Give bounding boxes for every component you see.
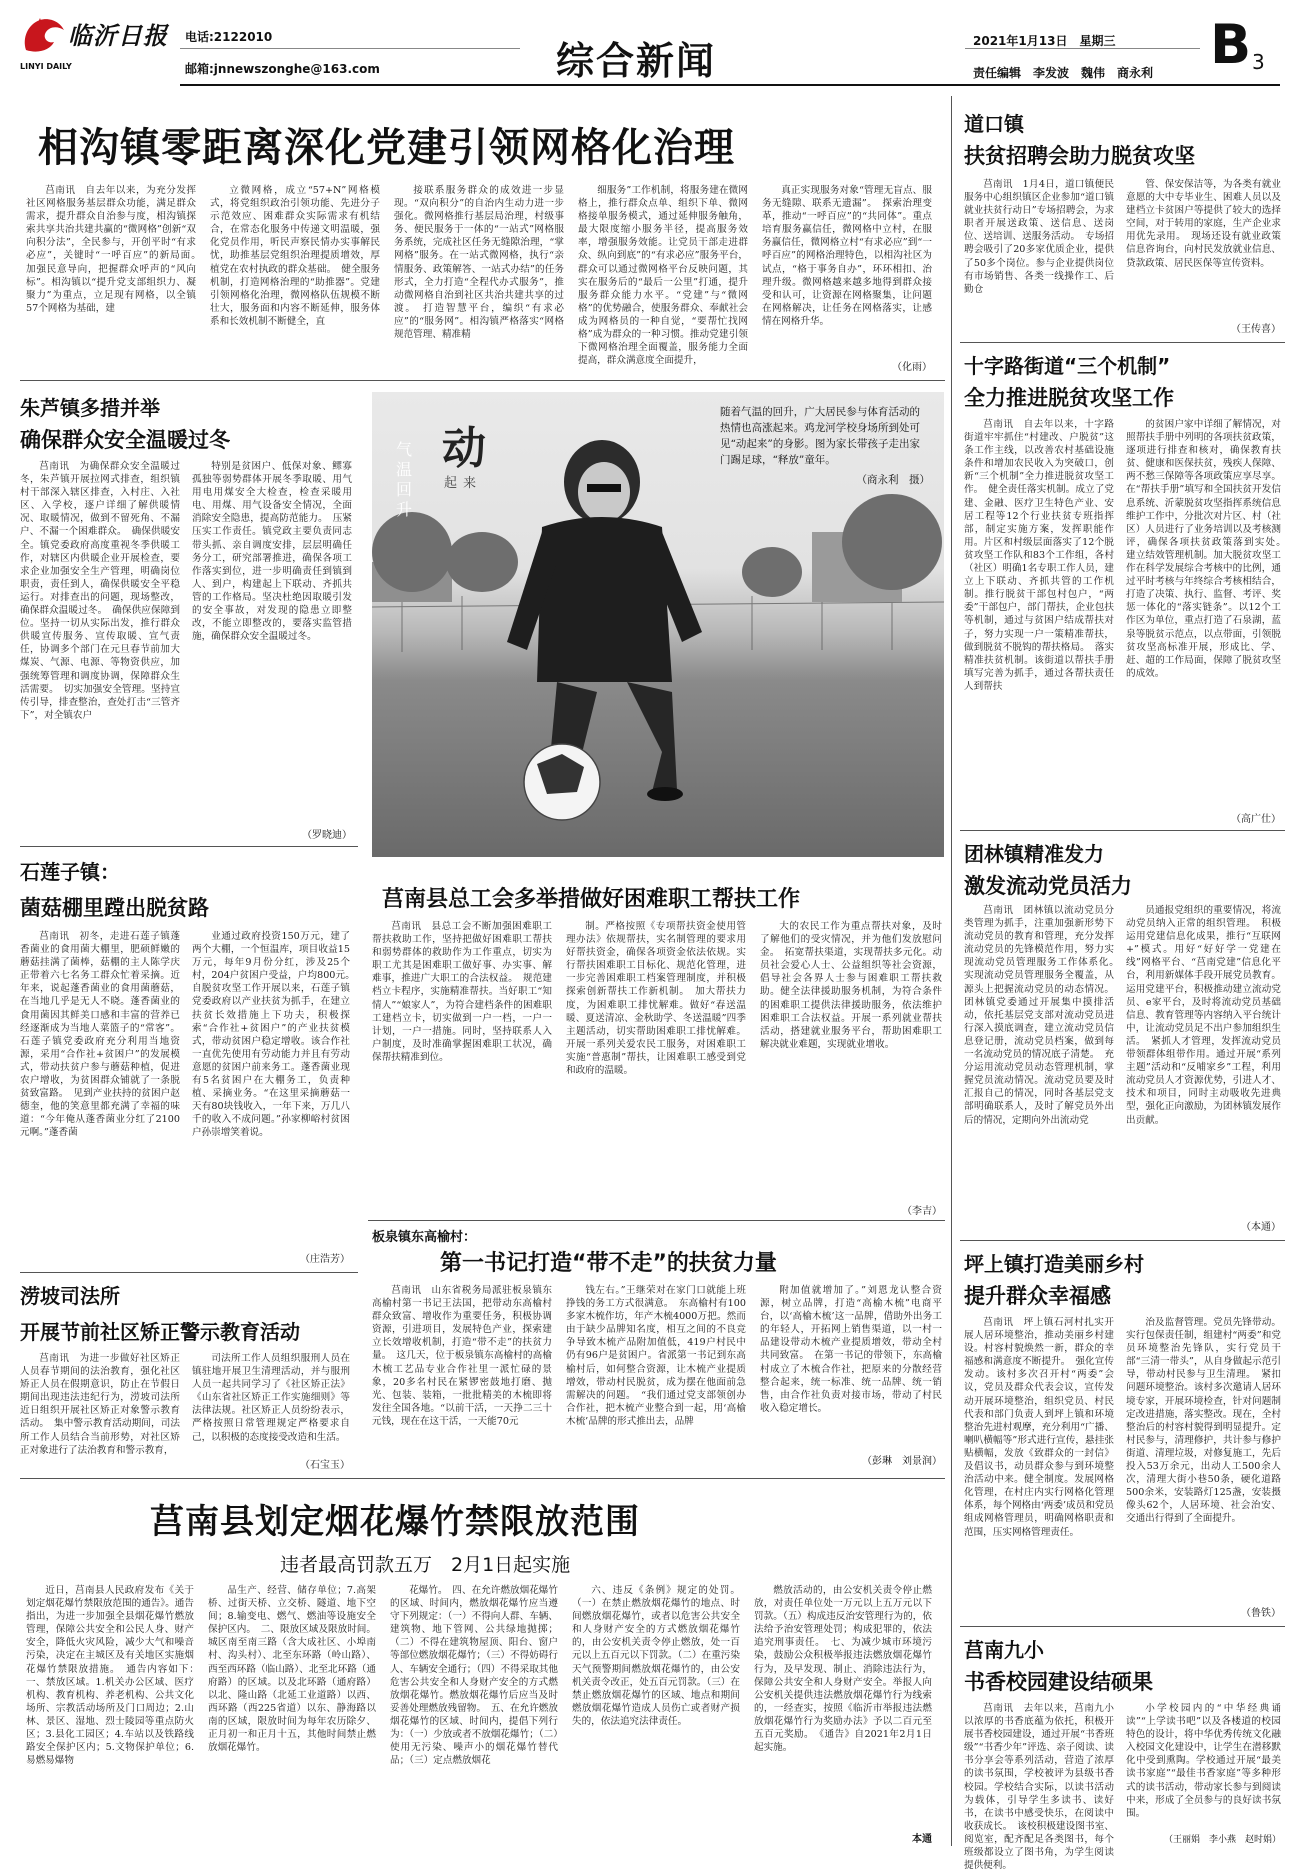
zhulu-col-1: 莒南讯 为确保群众安全温暖过冬，朱芦镇开展拉网式排查，组织镇村干部深入辖区排查，入村庄、入社区、入学校，逐户详细了解供暖情况、取暖情况，做到不留死角、不漏户、不漏一个困难群众。 确保供暖安全。镇党委政府高度重视冬季供暖工作，对辖区内供暖企业开展检查，要求企业加强安全生产管理，明确岗位职责，责任到人，确保供暖安全平稳运行。对排查出的问题，现场整改，确保群众温暖过冬。 确保供应保障到位。坚持一切从实际出发，推行群众供暖宣传服务、宣传取暖、宣气责任，协调多个部门在元旦春节前加大煤炭、气源、电源、等物资供应，加强统筹管理和调度协调，保障群众生活需要。 切实加强安全管理。坚持宣传引导，排查整治，查处打击“三管齐下”，对全镇农户 <box>20 461 180 721</box>
fireworks-col-5: 燃放活动的，由公安机关责令停止燃放，对责任单位处一万元以上五万元以下罚款。（五）构成违反治安管理行为的，依法给予治安管理处罚；构成犯罪的，依法追究刑事责任。 七、为减少城市环境污染，鼓励公众积极举报违法燃放烟花爆竹行为，及早发现、制止、消除违法行为，保障公共安全和人身财产安全。举报人向公安机关提供违法燃放烟花爆竹行为线索的，一经查实，按照《临沂市举报违法燃放烟花爆竹行为奖励办法》予以二百元至五百元奖励。 《通告》自2021年2月1日起实施。 <box>754 1585 932 1754</box>
photo-vertical-text: 气温回升 <box>396 440 413 519</box>
laopo-signature: （石宝玉） <box>300 1460 350 1471</box>
fireworks-headline: 莒南县划定烟花爆竹禁限放范围 <box>150 1502 640 1542</box>
newspaper-logo-icon <box>20 10 68 60</box>
shilianzi-subtitle: 菌菇棚里蹚出脱贫路 <box>20 896 209 920</box>
editors-line: 责任编辑 李发波 魏伟 商永利 <box>973 66 1154 80</box>
jiuxiao-col-2: 小学校园内的“中华经典诵读”“上学读书吧”以及各楼道的校园特色的设计，将中华优秀传统文化融入校园文化建设中，让学生在潜移默化中受到熏陶。学校通过开展“最美读书家庭”“最佳书香家庭”等多种形式的读书活动，带动家长参与到阅读中来，形成了全员参与的良好读书氛围。 <box>1126 1703 1281 1819</box>
shilianzi-col-1: 莒南讯 初冬，走进石莲子镇蓬香菌业的食用菌大棚里，肥硕鲜嫩的蘑菇挂满了菌棒，菇棚的主人陈学庆正带着六七名务工群众忙着采摘。近年来，说起蓬香菌业的食用菌蘑菇，在当地几乎是无人不晓。蓬香菌业的食用菌因其鲜美口感和丰富的营养已经逐渐成为当地人菜篮子的“常客”。石莲子镇党委政府充分利用当地资源，采用“合作社+贫困户”的发展模式，带动扶贫户参与蘑菇种植，促进农户增收，为贫困群众铺就了一条脱贫致富路。 见到产业扶持的贫困户赵德奎，他的笑意里都充满了幸福的味道：“今年俺从蓬香菌业分红了2100元啊。”蓬香菌 <box>20 931 180 1139</box>
fireworks-col-3: 花爆竹。 四、在允许燃放烟花爆竹的区域、时间内，燃放烟花爆竹应当遵守下列规定：（一）不得向人群、车辆、建筑物、地下管网、公共绿地抛掷；（二）不得在建筑物屋顶、阳台、窗户等部位燃放烟花爆竹；（三）不得妨碍行人、车辆安全通行；（四）不得采取其他危害公共安全和人身财产安全的方式燃放烟花爆竹。燃放烟花爆竹后应当及时妥善处理燃放残留物。 五、在允许燃放烟花爆竹的区域、时间内，提倡下列行为：（一）少放或者不放烟花爆竹；（二）使用无污染、噪声小的烟花爆竹替代品；（三）定点燃放烟花 <box>390 1585 558 1767</box>
zhulu-subtitle: 确保群众安全温暖过冬 <box>20 428 230 452</box>
pingshang-subtitle: 提升群众幸福感 <box>964 1284 1111 1308</box>
photo-caption: 随着气温的回升，广大居民参与体育活动的热情也高涨起来。鸡龙河学校身场所到处可见“动起来”的身影。图为家长带孩子走出家门踢足球，“释放”童年。 <box>720 406 920 466</box>
fireworks-col-2: 品生产、经营、储存单位；7.高架桥、过街天桥、立交桥、隧道、地下空间；8.输变电、燃气、燃油等设施安全保护区内。 二、限放区域及限放时间。城区南至南三路（含大成社区、小埠南村、沟头村）、北至东环路（岭山路）、西至西环路（临山路）、北至北环路（通府路）的区域。以及北环路（通府路）以北、隆山路（北延工业道路）以西、西环路（西225省道）以东、静海路以南的区域，限放时间为每年农历除夕、正月初一和正月十五，其他时间禁止燃放烟花爆竹。 <box>208 1585 376 1754</box>
daokou-col-1: 莒南讯 1月4日，道口镇便民服务中心组织镇区企业参加“道口镇就业扶贫行动日”专场招聘会，为求职者开展送政策、送信息、送岗位、送培训、送服务活动。 专场招聘会吸引了20多家优质企业，提供了50多个岗位。参与企业提供岗位有市场销售、各类一线操作工、后勤仓 <box>964 179 1114 295</box>
zhulu-signature: （罗晓迪） <box>302 830 352 841</box>
tuanlin-bottom-rule <box>960 1240 1285 1241</box>
shizilu-kicker: 十字路街道“三个机制” <box>964 354 1171 378</box>
zhulu-col-2: 特别是贫困户、低保对象、鳏寡孤独等弱势群体开展冬季取暖、用气用电用煤安全大检查，检查采暖用电、用煤、用气设备安全情况，全面消除安全隐患，提高防范能力。 压紧压实工作责任。镇党政主要负责同志带头抓、亲自调度安排，层层明确任务分工，研究部署推进，确保各项工作落实到位，进一步明确责任到镇到人、到户，构建起上下联动、齐抓共管的工作格局。坚决杜绝因取暖引发的安全事故，对发现的隐患立即整改，不能立即整改的，要落实监管措施，确保群众安全温暖过冬。 <box>192 461 352 643</box>
pingshang-col-2: 治及监督管理。党员先锋带动。实行包保责任制，组建村“两委”和党员环境整治先锋队，实行党员干部“三清一带头”，从自身做起示范引导，带动村民参与卫生清理。 紧扣问题环境整治。该村多次邀请人居环境专家，开展环境检查，针对问题制定改进措施，落实整改。现在，全村整治后的村容村貌得到明显提升。定村民参与，清理修护，共计参与修护街道、清理垃圾，对修复施工，先后投入53万余元，出动人工500余人次，清理大街小巷50条，硬化道路500余米，安装路灯125盏，安装摄像头62个，人居环境、社会治安、交通出行得到了全面提升。 <box>1126 1317 1281 1525</box>
fireworks-col-4: 六、违反《条例》规定的处罚。（一）在禁止燃放烟花爆竹的地点、时间燃放烟花爆竹，或者以危害公共安全和人身财产安全的方式燃放烟花爆竹的，由公安机关责令停止燃放，处一百元以上五百元以下罚款。（二）在重污染天气预警期间燃放烟花爆竹的，由公安机关责令改正，处五百元罚款。（三）在禁止燃放烟花爆竹的区域、地点和期间燃放烟花爆竹造成人员伤亡或者财产损失的，依法追究法律责任。 <box>572 1585 740 1727</box>
shilianzi-signature: （庄浩芳） <box>300 1254 350 1265</box>
page-letter: B <box>1210 13 1252 76</box>
banquan-signature: （彭琳 刘景润） <box>862 1456 942 1467</box>
masthead-rule-left <box>180 48 520 49</box>
pingshang-kicker: 坪上镇打造美丽乡村 <box>964 1252 1144 1276</box>
lead-col-1: 莒南讯 自去年以来，为充分发挥社区网格服务基层群众功能，满足群众需求，提升群众自治参与度，相沟镇探索共享共治共建共赢的“微网格”创新“双向积分法”，全民参与，开创平时“有求必应”，关键时“一呼百应”的新局面。 加强民意导向，把握群众呼声的“风向标”。相沟镇以“提升党支部组织力、凝聚力”为重点，立足现有网格，以全镇57个网格为基础，建 <box>26 185 206 314</box>
tuanlin-kicker: 团林镇精准发力 <box>964 842 1104 866</box>
shizilu-bottom-rule <box>960 830 1285 831</box>
banquan-kicker: 板泉镇东高榆村： <box>372 1230 477 1245</box>
email-text: 邮箱:jnnewszonghe@163.com <box>185 62 380 76</box>
masthead-rule-right <box>965 48 1200 49</box>
lead-col-3: 接联系服务群众的成效进一步显现。“双向积分”的自治内生动力进一步强化。微网格推行基层局治理，村级事务、便民服务于一体的“一站式”网格服务系统，完成社区任务无缝隙治理，“掌网格”服务。在一站式微网格，执行“亲情服务、政策解答、一站式办结”的任务形式，全力打造“全程代办式服务”，推动微网格自治到社区共治共建共享的过渡。 打造智慧平台，编织“有求必应”的“服务网”。相沟镇严格落实“网格规范管理、精准精 <box>394 185 564 341</box>
fireworks-top-rule <box>20 1478 945 1479</box>
shizilu-signature: （高广仕） <box>1231 814 1281 825</box>
union-bottom-rule <box>368 1220 945 1221</box>
union-col-3: 大的农民工作为重点帮扶对象，及时了解他们的受灾情况，并为他们发放慰问金。 拓宽帮扶渠道，实现帮扶多元化。动员社会爱心人士、公益组织等社会资源，倡导社会各界人士参与困难职工帮扶救助。健全法律援助服务机制，为符合条件的困难职工提供法律援助服务，依法维护困难职工合法权益。开展一系列就业帮扶活动，搭建就业服务平台，帮助困难职工解决就业难题，实现就业增收。 <box>760 921 942 1050</box>
fireworks-col-1: 近日，莒南县人民政府发布《关于划定烟花爆竹禁限放范围的通告》。通告指出，为进一步加强全县烟花爆竹燃放管理，保障公共安全和公民人身、财产安全，降低火灾风险，减少大气和噪音污染，决定在主城区及有关地区实施烟花爆竹禁限放措施。 通告内容如下： 一、禁放区域。1.机关办公区域、医疗机构、教育机构、养老机构、公共文化场所、宗教活动场所及门口周边；2.山林、景区、湿地、烈士陵园等重点防火区；3.县化工园区；4.车站以及铁路线路安全保护区内；5.文物保护单位；6.易燃易爆物 <box>26 1585 204 1767</box>
lead-bottom-rule <box>20 380 945 381</box>
photo-big-char: 动 <box>442 423 486 474</box>
column-divider <box>951 96 952 1846</box>
section-title: 综合新闻 <box>556 39 717 83</box>
fireworks-signature: 本通 <box>912 1834 932 1845</box>
photo-small-text: 起来 <box>444 476 483 491</box>
masthead <box>0 0 1300 84</box>
feature-photo <box>372 392 944 857</box>
banquan-col-1: 莒南讯 山东省税务局派驻板泉镇东高榆村第一书记王法国，把带动东高榆村群众致富、增收作为重要任务，积极协调资源，引进项目，发展特色产业，探索建立长效增收机制，打造“带不走”的扶贫力量。 这几天，位于板泉镇东高榆村的高榆木梳工艺品专业合作社里一派忙碌的景象，20多名村民在紧锣密鼓地打磨、抛光、包装、装箱，一批批精美的木梳即将发往全国各地。“以前干活，一天挣二三十元钱，现在在这干活，一天能70元 <box>372 1285 552 1427</box>
laopo-top-rule <box>20 1272 358 1273</box>
jiuxiao-signature: （王丽娟 李小燕 赵时娟） <box>1163 1835 1281 1845</box>
masthead-bottom-rule <box>180 84 1280 86</box>
jiuxiao-subtitle: 书香校园建设结硕果 <box>964 1670 1153 1694</box>
laopo-subtitle: 开展节前社区矫正警示教育活动 <box>20 1320 300 1344</box>
issue-date: 2021年1月13日 星期三 <box>973 34 1116 48</box>
daokou-subtitle: 扶贫招聘会助力脱贫攻坚 <box>964 144 1195 168</box>
tuanlin-signature: （本通） <box>1241 1222 1281 1233</box>
lead-col-5: 真正实现服务对象“管理无盲点、服务无缝隙、联系无遗漏”。 探索治理变革，推动“一呼百应”的“共同体”。重点培育服务赢信任，微网格中立村，在服务赢信任，微网格立村“有求必应”到“一呼百应”的网格治理特色，以相沟社区为试点，“格于事务自办”，环环相扣、治理升级。微网格越来越多地得到群众接受和认可，让资源在网格聚集，让问题在网格解决，让任务在网格落实，让感情在网格升华。 <box>762 185 932 327</box>
shilianzi-kicker: 石莲子镇： <box>20 860 120 884</box>
phone-text: 电话:2122010 <box>185 30 273 44</box>
page-number: 3 <box>1252 50 1265 74</box>
shilianzi-col-2: 业通过政府投资150万元，建了两个大棚，一个恒温库，项目收益15万元，每年9月份分红，涉及25个村，204户贫困户受益，户均800元。 自脱贫攻坚工作开展以来，石莲子镇党委政府以产业扶贫为抓手，在建立扶贫长效措施上下功夫，积极探索“合作社+贫困户”的产业扶贫模式，带动贫困户稳定增收。该合作社一直优先使用有劳动能力并且有劳动意愿的贫困户前来务工。蓬香菌业现有5名贫困户在大棚务工，负责种植、采摘业务。“在这里采摘蘑菇一天有80块钱收入，一年下来，万几八千的收入不成问题。”孙家柳峪村贫困户孙崇增笑着说。 <box>192 931 360 1139</box>
laopo-col-2: 司法所工作人员组织服刑人员在镇驻地开展卫生清理活动，并与服刑人员一起共同学习了《社区矫正法》《山东省社区矫正工作实施细则》等法律法规。社区矫正人员纷纷表示，严格按照日常管理规定严格要求自己，以积极的态度接受改造和生活。 <box>192 1353 350 1443</box>
banquan-col-2: 钱左右。”王继荣对在家门口就能上班挣钱的务工方式很满意。 东高榆村有100多家木梳作坊，年产木梳4000万把。然而由于缺少品牌知名度，相互之间的不良竞争导致木梳产品附加值低，419户村民中仍有96户是贫困户。省派第一书记到东高榆村后，如何整合资源，让木梳产业提质增效，带动村民脱贫，成为摆在他面前急需解决的问题。 “我们通过党支部领创办合作社，把木梳产业整合到一起，用‘高榆木梳’品牌的形式推出去，品牌 <box>566 1285 746 1427</box>
shizilu-col-2: 的贫困户家中详细了解情况，对照帮扶手册中列明的各项扶贫政策，逐项进行排查和核对，确保教育扶贫、健康和医保扶贫，残疾人保障、两不愁三保障等各项政策应享尽享。在“帮扶手册”填写和全国扶贫开发信息系统、沂蒙脱贫攻坚指挥系统信息维护工作中，分批次对片区、村（社区）人员进行了业务培训以及考核测评，确保各项扶贫政策落到实处。 建立结效管理机制。加大脱贫攻坚工作在科学发展综合考核中的比例，通过平时考核与年终综合考核相结合，打造了决策、执行、监督、考评、奖惩一体化的“落实链条”。以12个工作区为单位，重点打造了石泉湖，蓝泉等脱贫示范点，以点带面，引领脱贫攻坚高标准开展，形成比、学、赶、超的工作局面，保障了脱贫攻坚的成效。 <box>1126 419 1291 679</box>
daokou-bottom-rule <box>960 342 1285 343</box>
shizilu-col-1: 莒南讯 自去年以来，十字路街道牢牢抓住“村建改、户脱贫”这条工作主线，以改善农村基础设施条件和增加农民收入为突破口，创新“三个机制”全力推进脱贫攻坚工作。 健全责任落实机制。成立了党建、金融、医疗卫生特色产业、安居工程等12个行业扶贫专班指挥部，制定实施方案，发挥职能作用。片区和村级层面落实了12个脱贫攻坚工作队和83个工作组，各村（社区）明确1名专职工作人员，建立上下联动、齐抓共管的工作机制。推行脱贫干部包村包户，“两委”干部包户，部门帮扶，企业包扶等机制，通过与贫困户结成帮扶对子，努力实现一户一策精准帮扶，做到脱贫不脱钩的帮扶格局。 落实精准扶贫机制。该街道以帮扶手册填写完善为抓手，通过各帮扶责任人到帮扶 <box>964 419 1115 692</box>
logo-subtext: LINYI DAILY <box>20 62 72 71</box>
logo-text: 临沂日报 <box>68 21 168 50</box>
union-col-1: 莒南讯 县总工会不断加强困难职工帮扶救助工作，坚持把做好困难职工帮扶和弱势群体的救助作为工作重点，切实为职工尤其是困难职工做好事、办实事、解难事，推进广大职工的合法权益。 规范建档立卡程序，实施精准帮扶。当好职工“知情人”“娘家人”，为符合建档条件的困难职工建档立卡，切实做到一户一档，一户一计划，一户一措施。同时，坚持联系人入户制度，及时准确掌握困难职工状况，确保帮扶精准到位。 <box>372 921 552 1063</box>
tuanlin-col-2: 员通报党组织的重要情况，将流动党员纳入正常的组织管理。 积极运用党建信息化成果，推行“互联网+”模式。用好“好好学一党建在线”网格平台、“莒南党建”信息化平台，利用新媒体手段开展党员教育。运用党建平台，积极推动建立流动党员、e家平台，及时将流动党员基础信息、教育管理等内容纳入平台统计中，让流动党员足不出户参加组织生活。 紧抓人才管理，发挥流动党员带领群体组带作用。通过开展“系列主题”活动和“反哺家乡”工程，利用流动党员人才资源优势，引进人才、技术和项目，同时主动吸收先进典型，强化正向激励，为团林镇发展作出贡献。 <box>1126 905 1281 1126</box>
pingshang-bottom-rule <box>960 1626 1285 1627</box>
shizilu-subtitle: 全力推进脱贫攻坚工作 <box>964 386 1174 410</box>
union-col-2: 制。严格按照《专项帮扶资金使用管理办法》依规帮扶，实名制管理的要求用好帮扶资金，确保各项资金依法依规。实行帮扶困难职工目标化、规范化管理，进一步完善困难职工档案管理制度，并积极探索创新帮扶工作新机制。 加大帮扶力度，为困难职工排忧解难。做好“春送温暖、夏送清凉、金秋助学、冬送温暖”四季主题活动，切实帮助困难职工排忧解难。开展一系列关爱农民工服务，对困难职工实施“普惠制”帮扶，让困难职工感受到党和政府的温暖。 <box>566 921 746 1077</box>
banquan-headline: 第一书记打造“带不走”的扶贫力量 <box>440 1251 777 1276</box>
laopo-kicker: 涝坡司法所 <box>20 1284 120 1308</box>
union-headline: 莒南县总工会多举措做好困难职工帮扶工作 <box>382 887 801 912</box>
pingshang-signature: （鲁铁） <box>1241 1608 1281 1619</box>
daokou-col-2: 管、保安保洁等，为各类有就业意愿的大中专毕业生、困难人员以及建档立卡贫困户等提供了较大的选择空间，对于转用的家庭，生产企业求用优先录用。 现场还设有就业政策信息咨询台，向村民发放就业信息、贷款政策、居民医保等宣传资料。 <box>1126 179 1281 269</box>
lead-headline: 相沟镇零距离深化党建引领网格化治理 <box>38 125 735 171</box>
lead-col-4: 细服务”工作机制，将服务建在微网格上，推行群众点单、组织下单、微网格接单服务模式，通过延伸服务触角，最大限度缩小服务半径，提高服务效率，增强服务效能。让党员干部走进群众、纵向到底”的“有求必应”服务平台，群众可以通过微网格平台反映问题，其实在服务后的“最后一公里”打通，提升服务群众能力水平。“党建”与“微网格”的优势融合，使服务群众、奉献社会成为网格员的一种自觉，“要帮忙找网格”成为群众的一种习惯。推动党建引领下微网格治理全面覆盖，服务能力全面提高，群众满意度全面提升， <box>578 185 748 367</box>
photo-credit: （商永利 摄） <box>856 474 930 486</box>
pingshang-col-1: 莒南讯 坪上镇石河村扎实开展人居环境整治，推动美丽乡村建设。村容村貌焕然一新，群众的幸福感和满意度不断提升。 强化宣传发动。该村多次召开村“两委”会议，党员及群众代表会议，宣传发动开展环境整治，组织党员、村民代表和部门负责人到坪上镇和环境整治先进村观摩，充分利用“广播、喇叭横幅等”形式进行宣传，悬挂张贴横幅，发放《致群众的一封信》及倡议书，动员群众参与到环境整治活动中来。健全制度。发展网格化管理，在村庄内实行网格化管理体系，每个网格由‘两委’成员和党员组成网格管理员，明确网格职责和范围，压实网格管理责任。 <box>964 1317 1115 1538</box>
tuanlin-col-1: 莒南讯 团林镇以流动党员分类管理为抓手，注重加强新形势下流动党员的教育和管理，充分发挥流动党员的先锋模范作用，努力实现流动党员管理服务工作体系化。 实现流动党员管理服务全覆盖，从源头上把握流动党员的动态情况。团林镇党委通过开展集中摸排活动，依托基层党支部对流动党员进行深入摸底调查，建立流动党员信息登记册，流动党员档案，做到每一名流动党员的情况底子清楚。 充分运用流动党员动态管理机制，掌握党员流动情况。流动党员要及时汇报自己的情况，同时各基层党支部明确联系人，及时了解党员外出后的情况，定期向外出流动党 <box>964 905 1124 1126</box>
laopo-col-1: 莒南讯 为进一步做好社区矫正人员春节期间的法治教育，强化社区矫正人员在假期意识，防止在节假日期间出现违法违纪行为，涝坡司法所近日组织开展社区矫正对象警示教育活动。 集中警示教育活动期间，司法所工作人员结合当前形势，对社区矫正对象进行了法治教育和警示教育， <box>20 1353 180 1456</box>
fireworks-subheadline: 违者最高罚款五万 2月1日起实施 <box>280 1554 571 1576</box>
zhulu-bottom-rule <box>20 846 358 847</box>
daokou-signature: （王传喜） <box>1231 324 1281 335</box>
union-signature: （李吉） <box>902 1206 942 1217</box>
zhulu-kicker: 朱芦镇多措并举 <box>20 396 160 420</box>
lead-signature: （化雨） <box>892 362 932 373</box>
jiuxiao-col-1: 莒南讯 去年以来，莒南九小以浓厚的书香底蕴为依托，积极开展书香校园建设，通过开展“书香班级”“书香少年”评选、亲子阅读、读书分享会等系列活动，营造了浓厚的读书氛围，学校被评为县级书香校园。学校结合实际，以读书活动为载体，引导学生多读书、读好书，在读书中感受快乐，在阅读中收获成长。 该校积极建设图书室、阅览室，配齐配足各类图书，每个班级都设立了图书角，为学生阅读提供便利。 <box>964 1703 1114 1872</box>
lead-col-2: 立微网格，成立“57+N”网格模式，将党组织政治引领功能、先进分子示范效应、困难群众实际需求有机结合，在常态化服务中传递文明温暖，强化党员作用，听民声察民情办实事解民忧，助推基层党组织治理提质增效，厚植党在农村执政的群众基础。 健全服务机制，打造网格治理的“助推器”。党建引领网格化治理，微网格队伍规模不断壮大，服务面和内容不断延伸，服务体系和长效机制不断健全，直 <box>210 185 380 327</box>
daokou-kicker: 道口镇 <box>964 112 1024 136</box>
tuanlin-subtitle: 激发流动党员活力 <box>964 874 1132 898</box>
jiuxiao-kicker: 莒南九小 <box>964 1638 1044 1662</box>
banquan-col-3: 附加值就增加了。”刘恩龙认整合资源，树立品牌，打造“高榆木梳”电商平台，以‘高榆木梳’这一品牌，借助外出务工的年轻人，开拓网上销售渠道，以一村一品建设带动木梳产业提质增效，带动全村共同致富。 在第一书记的带领下，东高榆村成立了木梳合作社，把原来的分散经营整合起来，统一标准、统一品牌、统一销售，由合作社负责对接市场，带动了村民收入稳定增长。 <box>760 1285 942 1414</box>
